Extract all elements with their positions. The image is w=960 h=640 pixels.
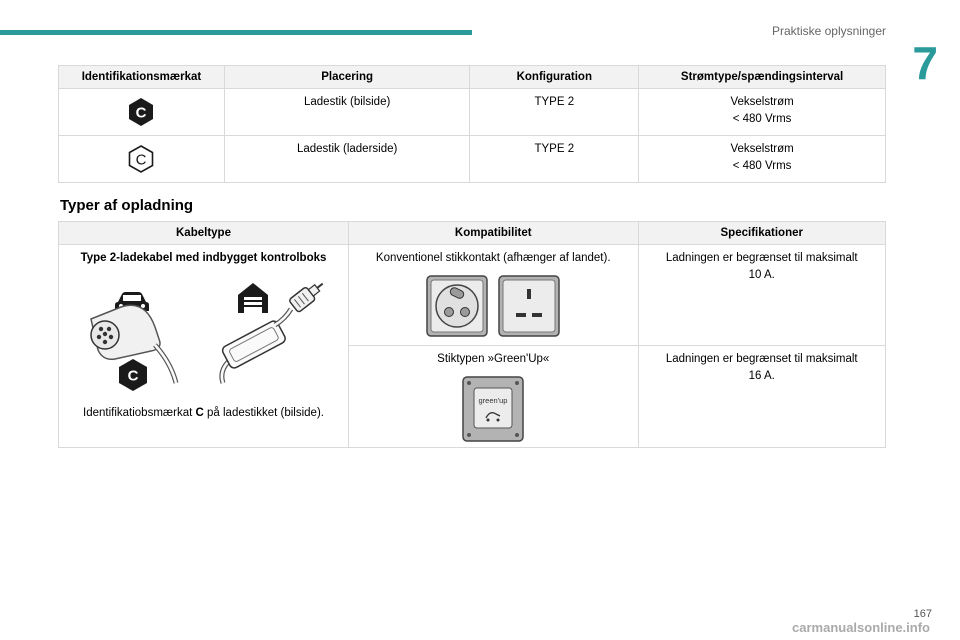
c-label-filled-icon	[119, 359, 147, 391]
spec-line2: 10 A.	[748, 269, 775, 281]
cable-illustration	[63, 275, 344, 393]
stromtype-line1: Vekselstrøm	[730, 143, 794, 155]
spec-cell	[638, 245, 886, 346]
table-row	[59, 89, 886, 136]
green-up-label: green'up	[478, 396, 508, 405]
column-header: Placering	[224, 66, 470, 89]
section-title: Typer af opladning	[60, 197, 194, 214]
cable-label-note: Identifikatiobsmærkat C på ladestikket (bilside).	[83, 407, 324, 419]
garage-icon	[238, 283, 268, 313]
type2-plug-icon	[91, 305, 160, 359]
page-number: 167	[913, 608, 932, 620]
identification-table	[58, 65, 886, 183]
spec-cell	[638, 346, 886, 448]
stromtype-line2: < 480 Vrms	[732, 113, 792, 125]
cable-type-cell	[59, 245, 349, 448]
cable-illustration-svg	[63, 275, 343, 393]
konfiguration-cell: TYPE 2	[470, 136, 639, 183]
header-title: Praktiske oplysninger	[771, 24, 886, 38]
stromtype-line1: Vekselstrøm	[730, 96, 794, 108]
column-header: Kabeltype	[59, 222, 349, 245]
table-header-row	[59, 222, 886, 245]
chapter-number: 7	[912, 37, 938, 89]
label-cell	[59, 89, 225, 136]
c-label-letter: C	[136, 151, 147, 169]
cable-type-name: Type 2-ladekabel med indbygget kontrolboks	[80, 252, 327, 264]
placering-cell: Ladestik (bilside)	[224, 89, 470, 136]
uk-socket-icon	[498, 275, 560, 337]
compatibility-cell	[348, 346, 638, 448]
compatibility-text: Konventionel stikkontakt (afhænger af landet).	[375, 252, 611, 264]
charging-types-table	[58, 221, 886, 448]
placering-cell: Ladestik (laderside)	[224, 136, 470, 183]
compatibility-text: Stiktypen »Green'Up«	[437, 353, 550, 365]
spec-line2: 16 A.	[748, 370, 775, 382]
column-header: Identifikationsmærkat	[59, 66, 225, 89]
compatibility-cell	[348, 245, 638, 346]
column-header: Specifikationer	[638, 222, 886, 245]
spec-line1: Ladningen er begrænset til maksimalt	[665, 252, 858, 264]
control-box-icon	[221, 319, 287, 369]
domestic-plug-icon	[289, 277, 328, 312]
column-header: Kompatibilitet	[348, 222, 638, 245]
stromtype-line2: < 480 Vrms	[732, 160, 792, 172]
schuko-socket-icon	[426, 275, 488, 337]
table-row	[59, 136, 886, 183]
stromtype-cell	[639, 136, 886, 183]
table-header-row	[59, 66, 886, 89]
table-row	[59, 245, 886, 346]
konfiguration-cell: TYPE 2	[470, 89, 639, 136]
header-accent-bar	[0, 30, 472, 35]
c-label-letter: C	[136, 104, 147, 122]
watermark: carmanualsonline.info	[792, 620, 930, 635]
label-cell	[59, 136, 225, 183]
c-label-outline-icon	[126, 144, 156, 174]
green-up-socket-icon	[462, 376, 524, 442]
column-header: Konfiguration	[470, 66, 639, 89]
column-header: Strømtype/spændingsinterval	[639, 66, 886, 89]
c-label-filled-icon	[126, 97, 156, 127]
spec-line1: Ladningen er begrænset til maksimalt	[665, 353, 858, 365]
c-label-letter: C	[128, 367, 139, 385]
stromtype-cell	[639, 89, 886, 136]
